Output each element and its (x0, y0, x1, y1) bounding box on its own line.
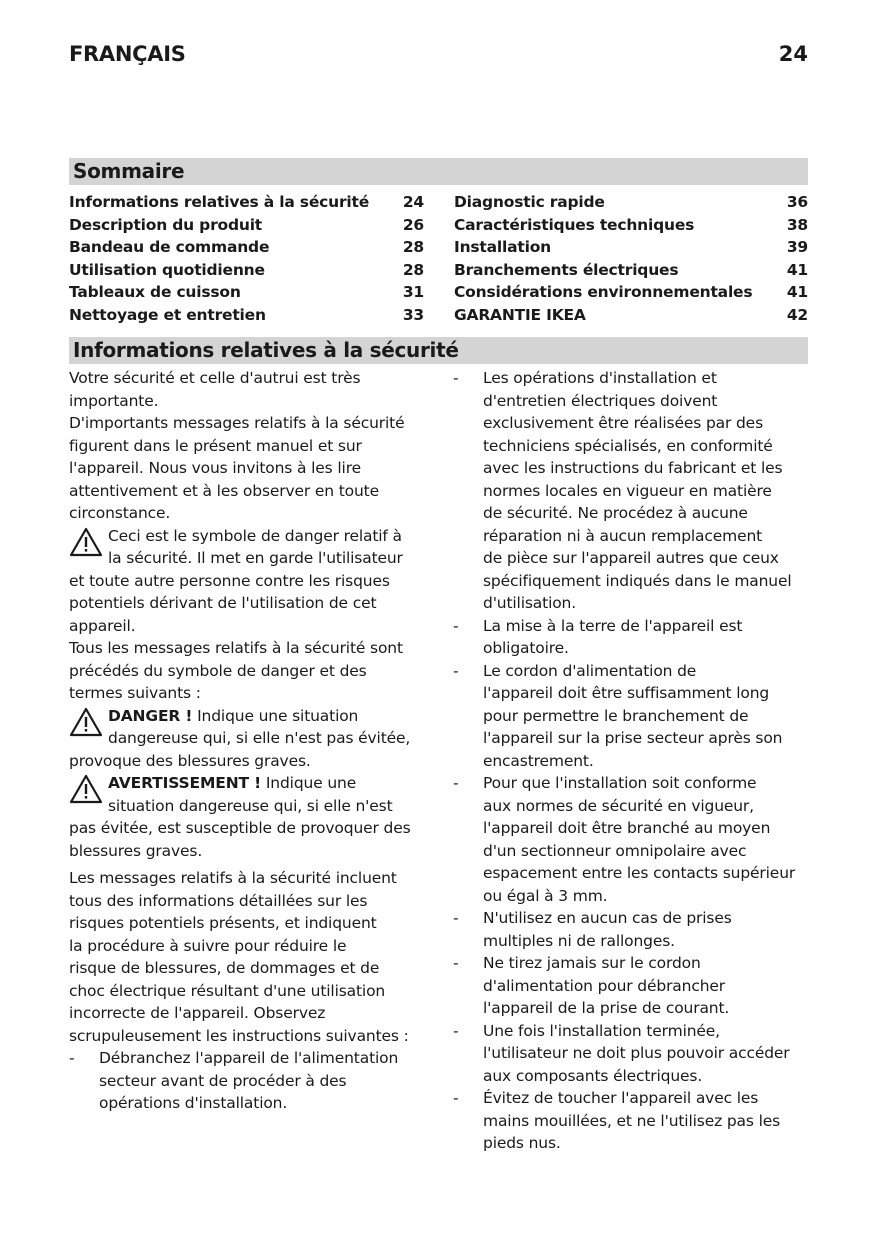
toc-entry-page: 26 (402, 215, 424, 234)
toc-entry-page: 31 (402, 283, 424, 301)
bullet-text-line: Une fois l'installation terminée, (483, 1021, 720, 1040)
bullet-text-line: obligatoire. (483, 639, 569, 657)
bullet-text-line: pour permettre le branchement de (483, 706, 749, 725)
bullet-dash: - (453, 616, 459, 635)
intro-text-line: attentivement et à les observer en toute (69, 481, 379, 500)
toc-entry-label: GARANTIE IKEA (454, 305, 586, 324)
symbol-text-line: précédés du symbole de danger et des (69, 661, 367, 680)
toc-entry-label: Caractéristiques techniques (454, 215, 695, 234)
bullet-text-line: l'appareil de la prise de courant. (483, 999, 730, 1017)
safety-right-column (453, 367, 808, 1155)
toc-entry (454, 191, 808, 214)
toc-entry-label: Tableaux de cuisson (69, 283, 241, 301)
avertissement-block (69, 772, 425, 862)
toc-entry-page: 39 (786, 238, 808, 256)
toc-right-column (454, 191, 808, 326)
bullet-text-line: Évitez de toucher l'appareil avec les (483, 1089, 759, 1107)
safety-intro (69, 367, 425, 525)
toc-entry-page: 36 (786, 193, 808, 211)
bullet-text-line: de sécurité. Ne procédez à aucune (483, 504, 748, 522)
danger-keyword: DANGER ! (108, 706, 193, 725)
bullet-text-line: avec les instructions du fabricant et les (483, 459, 783, 477)
bullet-text-line: multiples ni de rallonges. (483, 931, 675, 950)
bullet-dash: - (69, 1049, 75, 1067)
bullet-text-line: aux composants électriques. (483, 1066, 703, 1085)
bullet-text-line: l'appareil doit être suffisamment long (483, 684, 770, 702)
bullet-text-line: Les opérations d'installation et (483, 369, 717, 387)
bullet-text-line: La mise à la terre de l'appareil est (483, 616, 743, 635)
danger-text: Indique une situation (192, 706, 359, 725)
danger-text (69, 750, 425, 773)
warning-triangle-icon (69, 774, 103, 804)
safety-heading-bar (69, 337, 808, 364)
right-bullet-list (453, 367, 808, 1155)
sommaire-title: Sommaire (73, 159, 185, 183)
toc-left-column (69, 191, 424, 326)
symbol-text-line: et toute autre personne contre les risques (69, 571, 390, 590)
bullet-dash: - (453, 954, 459, 972)
bullet-text-line: d'alimentation pour débrancher (483, 976, 725, 995)
messages-text-line: choc électrique résultant d'une utilisation (69, 981, 386, 1000)
bullet-dash: - (453, 661, 459, 680)
safety-title: Informations relatives à la sécurité (73, 338, 459, 362)
symbol-text (69, 570, 425, 705)
toc-entry-page: 33 (402, 305, 424, 324)
bullet-text-line: opérations d'installation. (99, 1094, 288, 1112)
toc-entry (69, 281, 424, 304)
messages-text-line: risques potentiels présents, et indiquent (69, 914, 377, 932)
toc-entry-page: 42 (786, 305, 808, 324)
toc-entry-label: Diagnostic rapide (454, 193, 605, 211)
page-header (69, 42, 808, 74)
bullet-text-line: réparation ni à aucun remplacement (483, 526, 763, 545)
bullet-text-line: aux normes de sécurité en vigueur, (483, 796, 754, 815)
danger-text-line: provoque des blessures graves. (69, 751, 311, 770)
toc-entry (69, 214, 424, 237)
toc-entry (454, 259, 808, 282)
bullet-item (69, 1047, 425, 1115)
toc-entry-label: Bandeau de commande (69, 238, 270, 256)
danger-block (69, 705, 425, 773)
symbol-text-line: termes suivants : (69, 684, 201, 702)
symbol-text-line: Tous les messages relatifs à la sécurité sont (69, 639, 403, 657)
bullet-text-line: l'appareil sur la prise secteur après son (483, 729, 783, 747)
bullet-text-line: exclusivement être réalisées par des (483, 414, 763, 432)
bullet-text-line: normes locales en vigueur en matière (483, 481, 772, 500)
messages-text-line: risque de blessures, de dommages et de (69, 959, 380, 977)
safety-left-column (69, 367, 425, 1115)
intro-text-line: importante. (69, 391, 159, 410)
bullet-text-line: espacement entre les contacts supérieur (483, 864, 796, 882)
messages-text-line: tous des informations détaillées sur les (69, 891, 368, 910)
intro-text-line: l'appareil. Nous vous invitons à les lire (69, 459, 361, 477)
toc-entry (454, 281, 808, 304)
toc-entry-page: 28 (402, 238, 424, 256)
left-bullet-list (69, 1047, 425, 1115)
bullet-dash: - (453, 909, 459, 927)
intro-text-line: figurent dans le présent manuel et sur (69, 436, 362, 455)
bullet-text-line: de pièce sur l'appareil autres que ceux (483, 549, 779, 567)
toc-entry-label: Description du produit (69, 215, 263, 234)
toc-entry-label: Branchements électriques (454, 260, 679, 279)
bullet-text-line: Ne tirez jamais sur le cordon (483, 954, 701, 972)
bullet-text-line: ou égal à 3 mm. (483, 886, 608, 905)
messages-text-line: Les messages relatifs à la sécurité incluent (69, 869, 397, 887)
intro-text-line: Votre sécurité et celle d'autrui est très (69, 369, 361, 387)
bullet-dash: - (453, 1021, 459, 1040)
bullet-item (453, 367, 808, 615)
toc-entry-label: Informations relatives à la sécurité (69, 193, 370, 211)
toc-entry-label: Installation (454, 238, 551, 256)
bullet-item (453, 660, 808, 773)
bullet-item (453, 615, 808, 660)
language-label: FRANÇAIS (69, 42, 186, 66)
avertissement-text (69, 817, 425, 862)
avertissement-text-line: pas évitée, est susceptible de provoquer des (69, 819, 411, 837)
bullet-item (453, 772, 808, 907)
bullet-text-line: Débranchez l'appareil de l'alimentation (99, 1049, 399, 1067)
avertissement-text: situation dangereuse qui, si elle n'est (108, 796, 393, 815)
bullet-text-line: Le cordon d'alimentation de (483, 661, 697, 680)
symbol-text-line: la sécurité. Il met en garde l'utilisateur (108, 549, 403, 567)
bullet-item (453, 952, 808, 1020)
bullet-text-line: Pour que l'installation soit conforme (483, 774, 757, 792)
bullet-text-line: secteur avant de procéder à des (99, 1071, 347, 1090)
intro-text-line: circonstance. (69, 504, 171, 522)
bullet-item (453, 907, 808, 952)
toc-entry-page: 38 (786, 215, 808, 234)
bullet-text-line: pieds nus. (483, 1134, 561, 1152)
bullet-text-line: d'entretien électriques doivent (483, 391, 718, 410)
bullet-text-line: techniciens spécialisés, en conformité (483, 436, 773, 455)
bullet-dash: - (453, 369, 459, 387)
toc-entry (69, 304, 424, 327)
toc-entry (454, 214, 808, 237)
toc-entry-page: 41 (786, 260, 808, 279)
messages-text-line: scrupuleusement les instructions suivantes : (69, 1026, 409, 1045)
bullet-item (453, 1020, 808, 1088)
toc-entry-page: 28 (402, 260, 424, 279)
toc-entry-label: Nettoyage et entretien (69, 305, 266, 324)
symbol-text-line: potentiels dérivant de l'utilisation de cet (69, 594, 377, 612)
page-number: 24 (778, 42, 808, 66)
symbol-text-line: appareil. (69, 616, 136, 635)
symbol-text-line: Ceci est le symbole de danger relatif à (108, 526, 402, 545)
bullet-text-line: l'appareil doit être branché au moyen (483, 819, 771, 837)
toc-entry (454, 304, 808, 327)
toc-entry-page: 24 (402, 193, 424, 211)
avertissement-keyword: AVERTISSEMENT ! (108, 774, 262, 792)
toc-entry (454, 236, 808, 259)
bullet-text-line: d'utilisation. (483, 594, 577, 612)
toc-entry (69, 259, 424, 282)
bullet-text-line: N'utilisez en aucun cas de prises (483, 909, 732, 927)
bullet-dash: - (453, 1089, 459, 1107)
bullet-text-line: spécifiquement indiqués dans le manuel (483, 571, 792, 590)
bullet-text-line: encastrement. (483, 751, 594, 770)
toc-entry (69, 236, 424, 259)
intro-text-line: D'importants messages relatifs à la sécurité (69, 414, 405, 432)
danger-symbol-block (69, 525, 425, 705)
toc-entry-label: Considérations environnementales (454, 283, 753, 301)
toc-entry-label: Utilisation quotidienne (69, 260, 265, 279)
danger-text: dangereuse qui, si elle n'est pas évitée, (108, 729, 411, 747)
warning-triangle-icon (69, 527, 103, 557)
toc-entry (69, 191, 424, 214)
bullet-text-line: d'un sectionneur omnipolaire avec (483, 841, 747, 860)
bullet-item (453, 1087, 808, 1155)
messages-text-line: incorrecte de l'appareil. Observez (69, 1004, 326, 1022)
warning-triangle-icon (69, 707, 103, 737)
avertissement-text: Indique une (261, 774, 357, 792)
avertissement-text-line: blessures graves. (69, 841, 203, 860)
messages-text-line: la procédure à suivre pour réduire le (69, 936, 347, 955)
bullet-dash: - (453, 774, 459, 792)
safety-messages (69, 867, 425, 1047)
bullet-text-line: l'utilisateur ne doit plus pouvoir accéder (483, 1044, 790, 1062)
bullet-text-line: mains mouillées, et ne l'utilisez pas les (483, 1111, 781, 1130)
toc-entry-page: 41 (786, 283, 808, 301)
sommaire-heading-bar (69, 158, 808, 185)
